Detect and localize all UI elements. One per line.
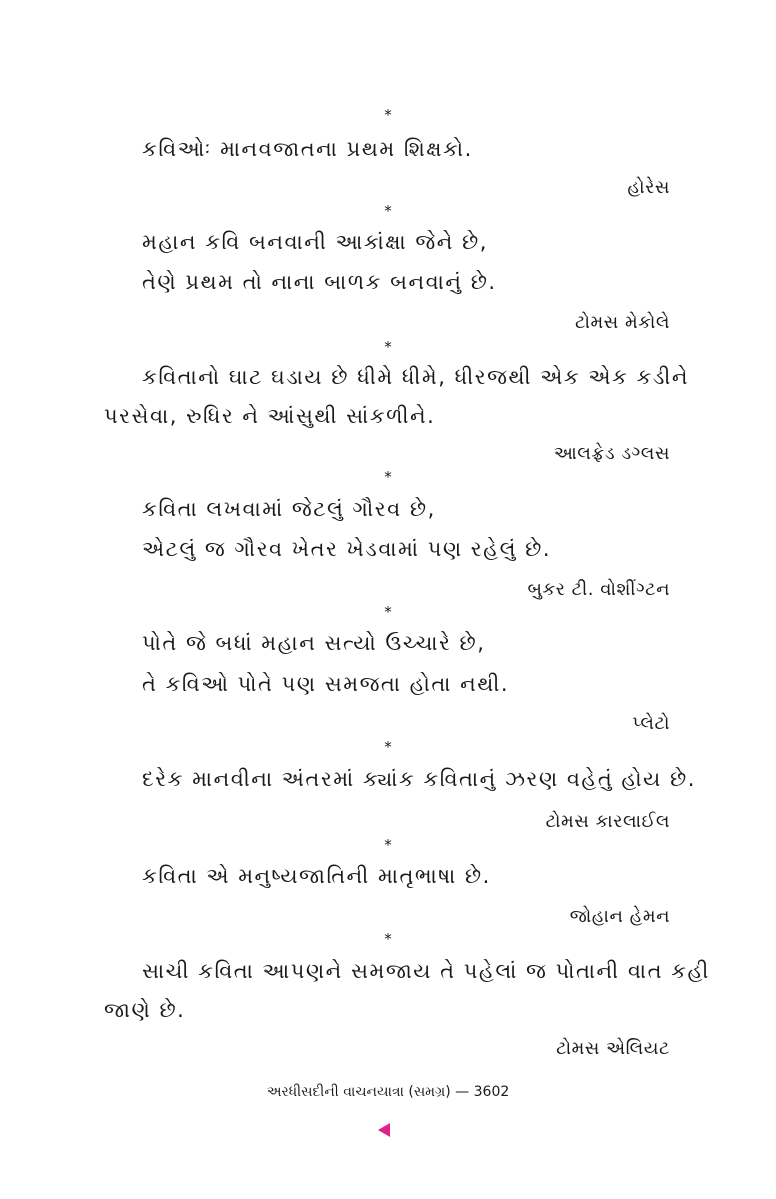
quote-7-author: જોહાન હેમન <box>569 906 670 927</box>
separator-star: * <box>384 738 392 756</box>
back-arrow-icon[interactable] <box>378 1123 390 1137</box>
separator-star: * <box>384 468 392 486</box>
quote-4-line-1: કવિતા લખવામાં જેટલું ગૌરવ છે, <box>142 497 436 521</box>
quote-6-author: ટોમસ કારલાઈલ <box>545 811 670 832</box>
separator-star: * <box>384 202 392 220</box>
separator-star: * <box>384 338 392 356</box>
separator-star: * <box>384 836 392 854</box>
quote-5-line-1: પોતે જે બધાં મહાન સત્યો ઉચ્ચારે છે, <box>142 631 486 655</box>
quote-3-author: આલફ્રેડ ડગ્લસ <box>553 443 670 464</box>
quote-4-line-2: એટલું જ ગૌરવ ખેતર ખેડવામાં પણ રહેલું છે. <box>142 537 552 561</box>
quote-6-line-1: દરેક માનવીના અંતરમાં ક્યાંક કવિતાનું ઝરણ વહેતું હોય છે. <box>142 767 696 791</box>
quote-1-author: હોરેસ <box>627 177 670 198</box>
quote-8-line-2: જાણે છે. <box>104 998 186 1022</box>
quote-2-line-2: તેણે પ્રથમ તો નાના બાળક બનવાનું છે. <box>142 270 497 294</box>
quote-7-line-1: કવિતા એ મનુષ્યજાતિની માતૃભાષા છે. <box>142 864 491 888</box>
quote-1-line-1: કવિઓઃ માનવજાતના પ્રથમ શિક્ષકો. <box>142 137 473 161</box>
separator-star: * <box>384 603 392 621</box>
quote-3-line-2: પરસેવા, રુધિર ને આંસુથી સાંકળીને. <box>104 404 436 428</box>
quote-5-author: પ્લેટો <box>632 713 670 734</box>
quote-8-author: ટોમસ એલિયટ <box>556 1038 670 1059</box>
separator-star: * <box>384 930 392 948</box>
quote-2-author: ટોમસ મેકોલે <box>574 312 670 333</box>
quote-5-line-2: તે કવિઓ પોતે પણ સમજતા હોતા નથી. <box>142 672 510 696</box>
quote-4-author: બુકર ટી. વોશીંગ્ટન <box>527 579 670 600</box>
quote-2-line-1: મહાન કવિ બનવાની આકાંક્ષા જેને છે, <box>142 230 488 254</box>
separator-star: * <box>384 106 392 124</box>
quote-8-line-1: સાચી કવિતા આપણને સમજાય તે પહેલાં જ પોતાની વાત કહી <box>142 959 710 983</box>
quote-3-line-1: કવિતાનો ઘાટ ઘડાય છે ધીમે ધીમે, ધીરજથી એક એક કડીને <box>142 365 690 389</box>
page-footer: અરધીસદીની વાચનયાત્રા (સમગ્ર) — 3602 <box>266 1084 510 1100</box>
